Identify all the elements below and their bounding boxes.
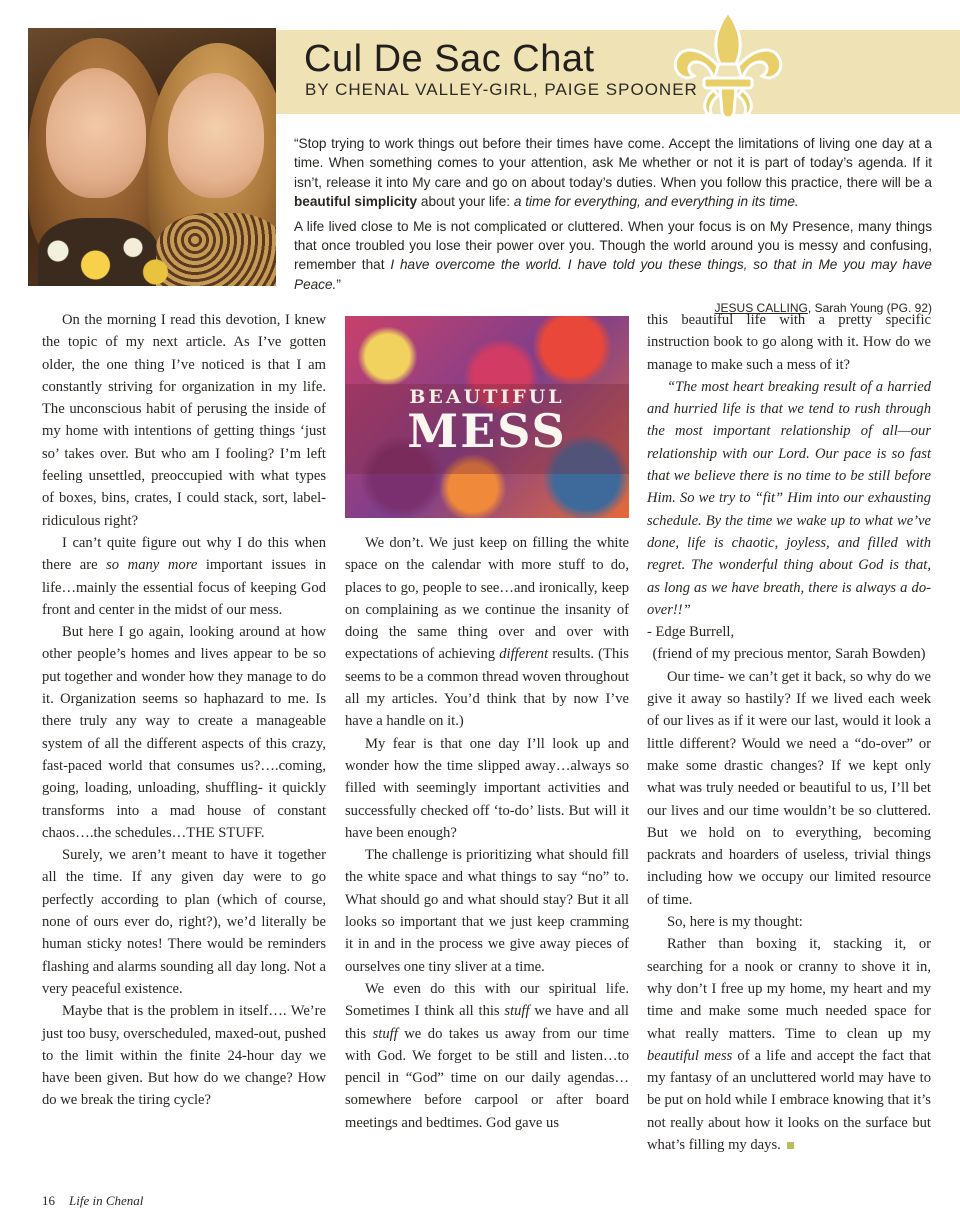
paragraph: We don’t. We just keep on filling the white space on the calendar with more stuff to do, places to go, people to see…and ironically, keep on complaining as we continue the insanity of doing the same thing over and over with expectations of achieving different results. (This seems to be a common thread woven throughout all my articles. You’d think that by now I’ve have a handle on it.) <box>345 535 629 730</box>
paragraph: this beautiful life with a pretty specific instruction book to go along with it. How do we manage to make such a mess of it? <box>647 312 931 373</box>
paragraph: I can’t quite figure out why I do this when there are so many more important issues in life…mainly the essential focus of keeping God front and center in the midst of our mess. <box>42 534 326 618</box>
byline: BY CHENAL VALLEY-GIRL, PAIGE SPOONER <box>305 80 698 99</box>
pull-quote: “The most heart breaking result of a harried and hurried life is that we tend to rush through the most important relationship of all—our relationship with our Lord. Our pace is so fast that we believe there is no time to be still before Him. So we try to “fit” Him into our exhausting schedule. By the time we wake up to what we’ve done, life is chaotic, joyless, and filled with regret. The wonderful thing about God is that, as long as we have breath, there is always a do-over!!” <box>647 378 931 618</box>
column-1 <box>42 309 326 1112</box>
paragraph: We even do this with our spiritual life. Sometimes I think all this stuff we have and all this stuff we do takes us away from our time with God. We forget to be still and listen…to pencil in “God” time on our daily agendas…somewhere before carpool or after board meetings and bedtimes. God gave us <box>345 980 630 1131</box>
image-text-line-1: BEAUTIFUL <box>409 386 565 408</box>
paragraph: Rather than boxing it, stacking it, or searching for a nook or cranny to shove it in, why don’t I free up my home, my heart and my time and make some much needed space for what really matters. Time to clean up my beautiful mess of a life and accept the fact that my fantasy of an uncluttered world may have to be put on hold while I embrace knowing that it’s not really about how it looks on the surface but what’s filling my days. <box>647 936 931 1153</box>
end-of-article-icon <box>787 1142 794 1149</box>
paragraph: Surely, we aren’t meant to have it together all the time. If any given day were to go perfectly according to plan (which of course, none of ours ever do, right?), we’d literally be human sticky notes! There would be reminders flashing and alarms sounding all day long. Not a very peaceful existence. <box>42 847 326 997</box>
paragraph: My fear is that one day I’ll look up and wonder how the time slipped away…always so filled with seemingly important activities and successfully checked off ‘to-do’ lists. But will it have been enough? <box>345 735 629 841</box>
beautiful-mess-image <box>345 316 629 518</box>
quote-author-note: (friend of my precious mentor, Sarah Bowden) <box>652 646 926 663</box>
page-footer <box>42 1193 143 1209</box>
image-text-line-2: MESS <box>407 404 567 458</box>
page-number: 16 <box>42 1193 55 1208</box>
paragraph: Maybe that is the problem in itself…. We’re just too busy, overscheduled, maxed-out, pushed to the limit within the finite 24-hour day we have been given. But how do we change? How do we break the tiring cycle? <box>42 1003 326 1109</box>
magazine-name: Life in Chenal <box>69 1193 144 1208</box>
quote-author: - Edge Burrell, <box>647 624 735 641</box>
article-title: Cul De Sac Chat <box>304 38 595 80</box>
column-3 <box>647 309 931 1156</box>
paragraph: On the morning I read this devotion, I knew the topic of my next article. As I’ve gotten older, the one thing I’ve noticed is that I am constantly striving for organization in my life. The unconscious habit of perusing the inside of my home with intentions of getting things ‘just so’ takes over. But who am I fooling? I’m left feeling unsettled, preoccupied with what types of boxes, bins, crates, I could stack, sort, label- ridiculous right? <box>42 312 326 529</box>
quote-paragraph-1: “Stop trying to work things out before their times have come. Accept the limitations of living one day at a time. When something comes to your attention, ask Me whether or not it is part of today’s agenda. If it isn’t, release it into My care and go on about today’s duties. When you follow this practice, there will be a beautiful simplicity about your life: a time for everything, and everything in its time. <box>294 136 932 210</box>
fleur-de-lis-icon <box>668 8 788 126</box>
author-photo <box>28 28 276 286</box>
intro-quote <box>294 134 932 324</box>
column-2 <box>345 532 629 1134</box>
paragraph: So, here is my thought: <box>667 914 803 931</box>
paragraph: But here I go again, looking around at how other people’s homes and lives appear to be so put together and wonder how they manage to do it. Organization seems so haphazard to me. Is there truly any way to create a manageable system of all the different aspects of this crazy, fast-paced world that consumes us?….coming, going, loading, unloading, shuffling- it quickly transforms into a mad house of constant chaos….the schedules…THE STUFF. <box>42 624 326 841</box>
paragraph: Our time- we can’t get it back, so why do we give it away so hastily? If we lived each week of our lives as if it were our last, would it look a little different? Would we need a “do-over” or make some drastic changes? If we kept only what was truly needed or beautiful to us, I’ll bet our lives and our time wouldn’t be so cluttered. But we hold on to everything, becoming packrats and hoarders of useless, trivial things including how we occupy our limited resource of time. <box>647 668 931 908</box>
paragraph: The challenge is prioritizing what should fill the white space and what things to say “no” to. What should go and what should stay? But it all looks so important that we just keep cramming it in and in the process we give away pieces of ourselves one tiny sliver at a time. <box>345 847 629 975</box>
quote-paragraph-2: A life lived close to Me is not complicated or cluttered. When your focus is on My Presence, many things that once troubled you lose their power over you. Though the world around you is messy and confusing, remember that I have overcome the world. I have told you these things, so that in Me you may have Peace.” <box>294 218 932 292</box>
quote-citation: JESUS CALLING, Sarah Young (PG. 92) <box>714 301 932 316</box>
